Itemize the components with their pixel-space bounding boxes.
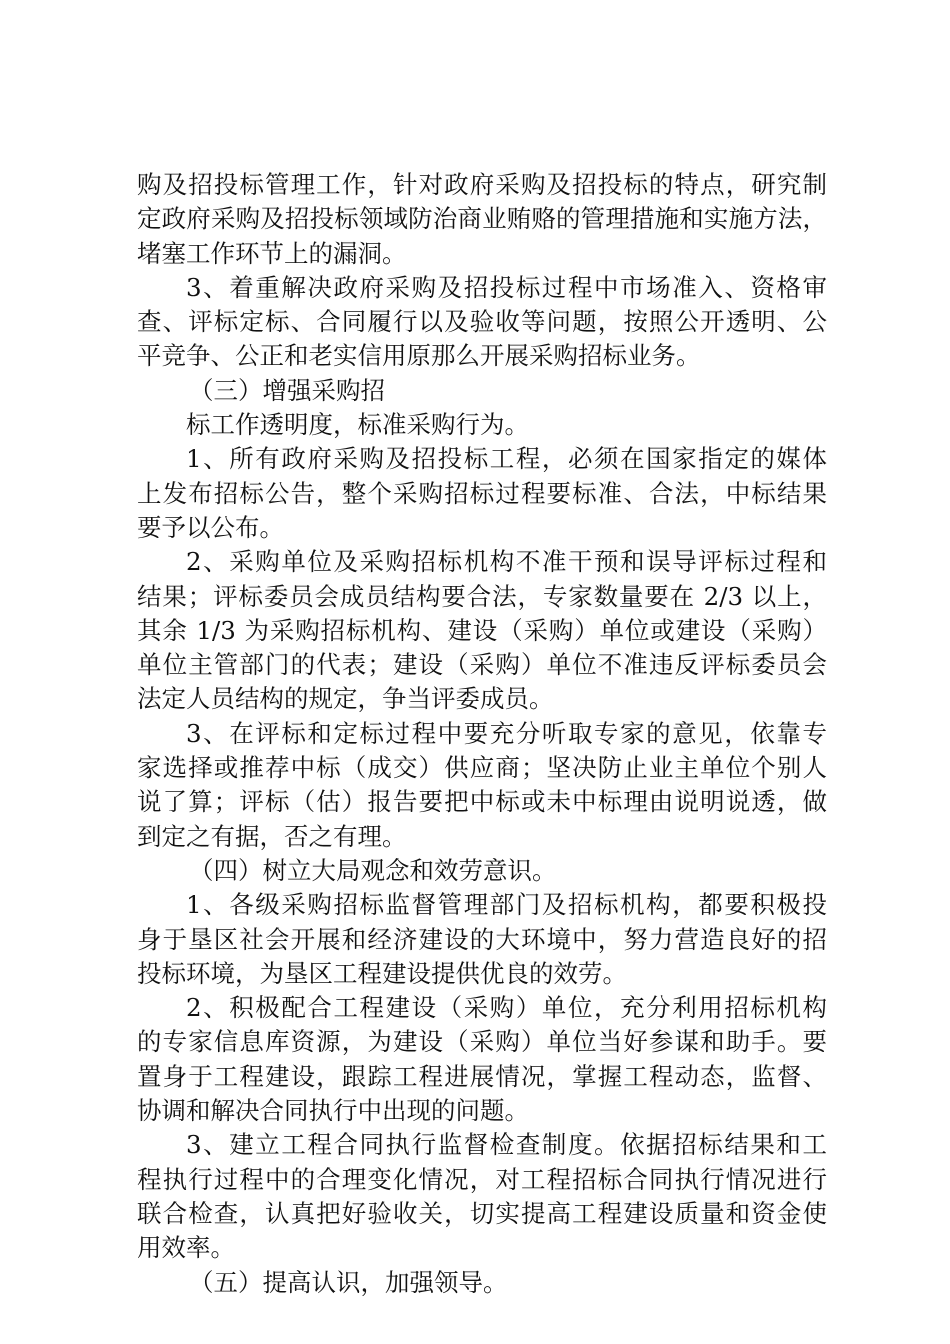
text-line: 1、所有政府采购及招投标工程，必须在国家指定的媒体 [186,444,827,474]
text-line: 上发布招标公告，整个采购招标过程要标准、合法，中标结果 [137,478,827,508]
text-line: 用效率。 [137,1233,235,1263]
text-line: 置身于工程建设，跟踪工程进展情况，掌握工程动态，监督、 [137,1061,827,1091]
text-line: 要予以公布。 [137,512,284,542]
text-line: 身于垦区社会开展和经济建设的大环境中，努力营造良好的招 [137,924,827,954]
text-line: 标工作透明度，标准采购行为。 [186,410,529,440]
text-line: 其余 1/3 为采购招标机构、建设（采购）单位或建设（采购） [137,615,827,645]
text-line: 程执行过程中的合理变化情况，对工程招标合同执行情况进行 [137,1164,827,1194]
text-line: 查、评标定标、合同履行以及验收等问题，按照公开透明、公 [137,307,827,337]
text-line: 单位主管部门的代表；建设（采购）单位不准违反评标委员会 [137,650,827,680]
text-line: 家选择或推荐中标（成交）供应商；坚决防止业主单位个别人 [137,753,827,783]
text-line: （五）提高认识，加强领导。 [189,1267,508,1297]
text-line: （四）树立大局观念和效劳意识。 [189,855,557,885]
text-line: 3、着重解决政府采购及招投标过程中市场准入、资格审 [186,272,827,302]
text-line: 2、积极配合工程建设（采购）单位，充分利用招标机构 [186,993,827,1023]
text-line: 3、在评标和定标过程中要充分听取专家的意见，依靠专 [186,718,827,748]
text-line: 到定之有据，否之有理。 [137,821,407,851]
text-line: 说了算；评标（估）报告要把中标或未中标理由说明说透，做 [137,787,827,817]
text-line: 定政府采购及招投标领域防治商业贿赂的管理措施和实施方法， [137,204,827,234]
text-line: 的专家信息库资源，为建设（采购）单位当好参谋和助手。要 [137,1027,827,1057]
text-line: 3、建立工程合同执行监督检查制度。依据招标结果和工 [186,1130,827,1160]
text-line: 2、采购单位及采购招标机构不准干预和误导评标过程和 [186,547,827,577]
text-line: 平竞争、公正和老实信用原那么开展采购招标业务。 [137,341,701,371]
document-body [137,168,827,1300]
text-line: 堵塞工作环节上的漏洞。 [137,238,407,268]
text-line: 购及招投标管理工作，针对政府采购及招投标的特点，研究制 [137,170,827,199]
text-line: （三）增强采购招 [189,375,385,405]
text-line: 投标环境，为垦区工程建设提供优良的效劳。 [137,958,627,988]
text-line: 结果；评标委员会成员结构要合法，专家数量要在 2/3 以上， [137,581,827,611]
text-line: 联合检查，认真把好验收关，切实提高工程建设质量和资金使 [137,1198,827,1228]
text-line: 协调和解决合同执行中出现的问题。 [137,1096,529,1126]
text-line: 法定人员结构的规定，争当评委成员。 [137,684,554,714]
text-line: 1、各级采购招标监督管理部门及招标机构，都要积极投 [186,890,827,920]
